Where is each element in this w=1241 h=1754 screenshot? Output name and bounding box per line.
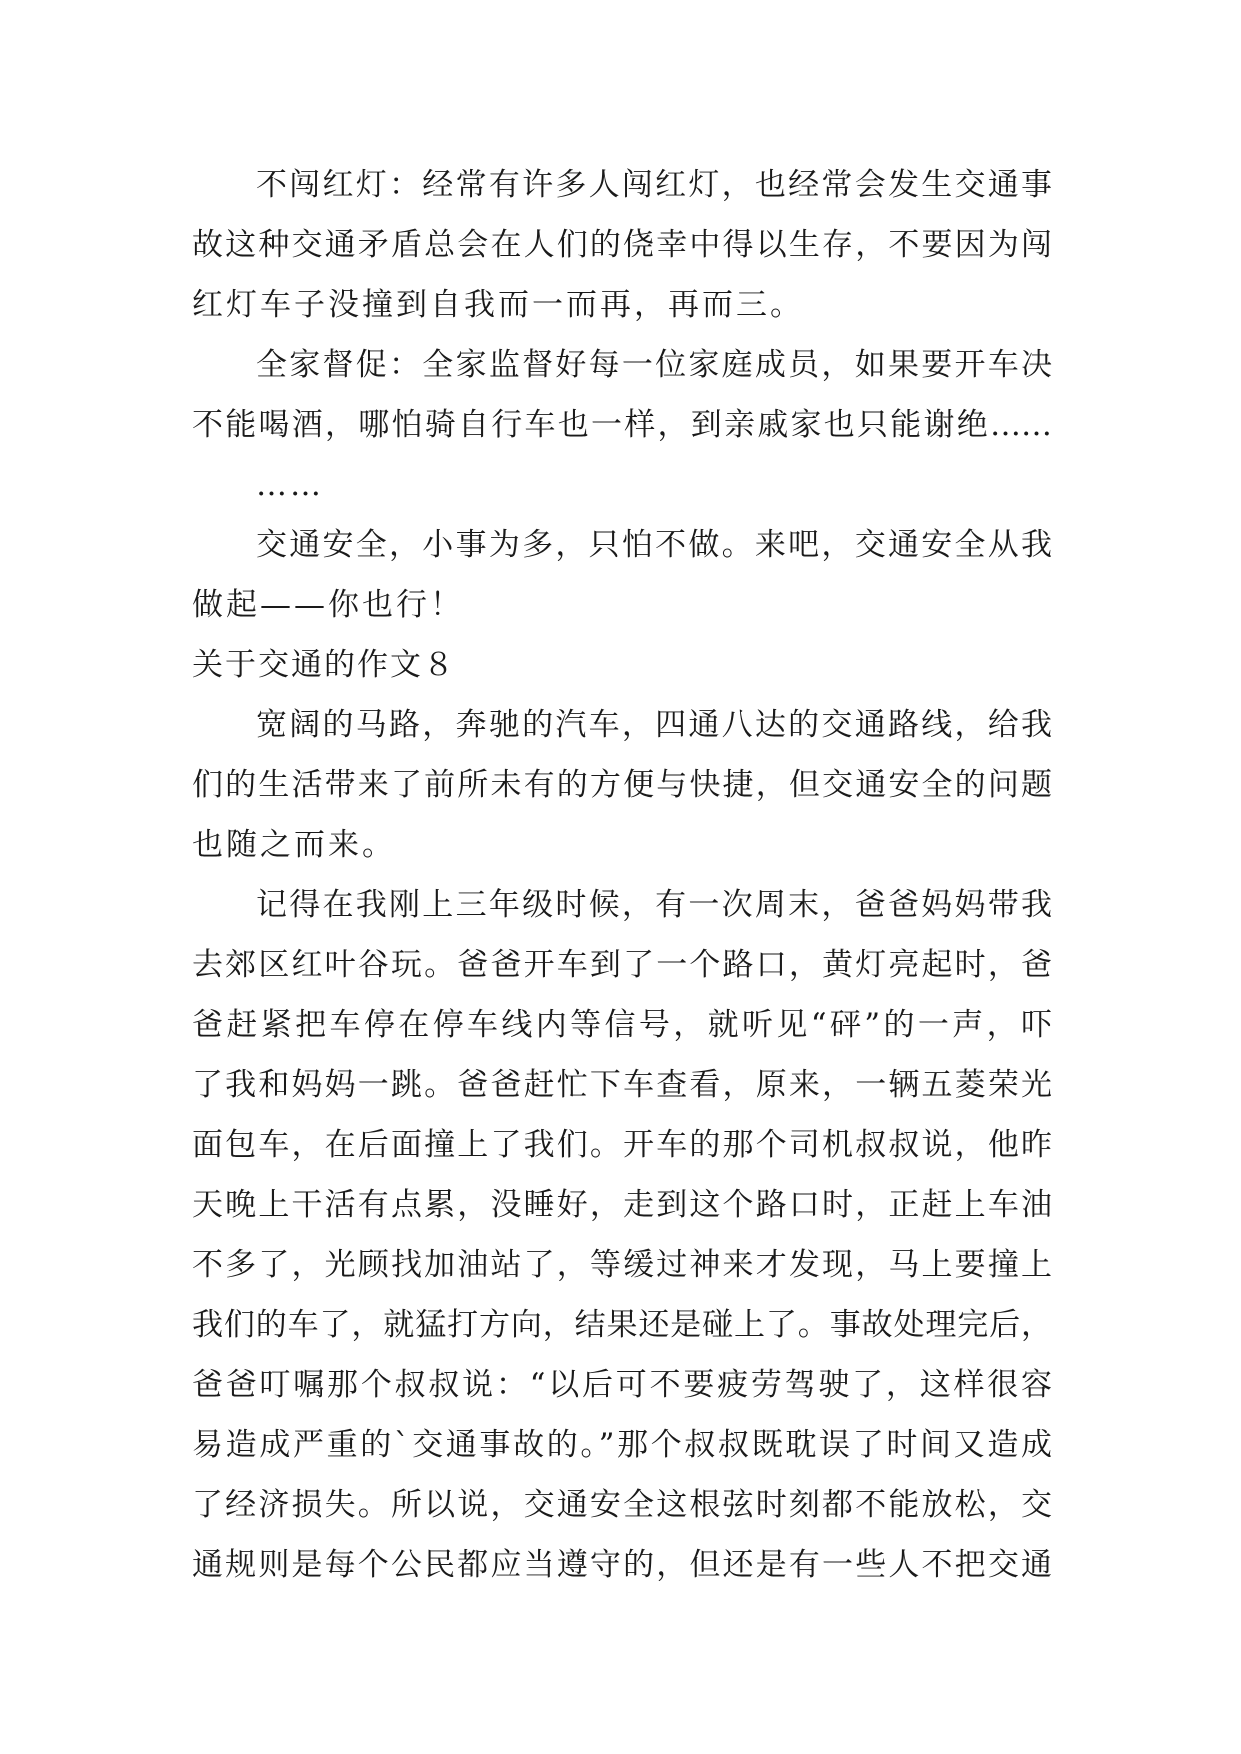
paragraph-line: 通规则是每个公民都应当遵守的，但还是有一些人不把交通 [192, 1547, 1052, 1583]
paragraph-line: 了经济损失。所以说，交通安全这根弦时刻都不能放松，交 [192, 1487, 1052, 1523]
paragraph-line: 我们的车了，就猛打方向，结果还是碰上了。事故处理完后， [192, 1307, 1052, 1343]
paragraph-line: 记得在我刚上三年级时候，有一次周末，爸爸妈妈带我 [256, 887, 1052, 923]
paragraph-line: 不能喝酒，哪怕骑自行车也一样，到亲戚家也只能谢绝…… [192, 407, 1052, 443]
paragraph-line: 易造成严重的`交通事故的。”那个叔叔既耽误了时间又造成 [192, 1427, 1052, 1463]
paragraph-line: 了我和妈妈一跳。爸爸赶忙下车查看，原来，一辆五菱荣光 [192, 1067, 1052, 1103]
paragraph-line: 也随之而来。 [192, 827, 396, 863]
paragraph-line: 不闯红灯：经常有许多人闯红灯，也经常会发生交通事 [256, 167, 1052, 203]
paragraph-line: 面包车，在后面撞上了我们。开车的那个司机叔叔说，他昨 [192, 1127, 1052, 1163]
paragraph-line: 去郊区红叶谷玩。爸爸开车到了一个路口，黄灯亮起时，爸 [192, 947, 1052, 983]
paragraph-line: 做起——你也行！ [192, 587, 464, 623]
section-heading: 关于交通的作文８ [192, 647, 456, 683]
paragraph-line: 爸赶紧把车停在停车线内等信号，就听见“砰”的一声，吓 [192, 1007, 1052, 1043]
paragraph-line: 全家督促：全家监督好每一位家庭成员，如果要开车决 [256, 347, 1052, 383]
paragraph-line: 天晚上干活有点累，没睡好，走到这个路口时，正赶上车油 [192, 1187, 1052, 1223]
paragraph-line: 们的生活带来了前所未有的方便与快捷，但交通安全的问题 [192, 767, 1052, 803]
paragraph-line: 交通安全，小事为多，只怕不做。来吧，交通安全从我 [256, 527, 1052, 563]
paragraph-line: 故这种交通矛盾总会在人们的侥幸中得以生存，不要因为闯 [192, 227, 1052, 263]
paragraph-line: 不多了，光顾找加油站了，等缓过神来才发现，马上要撞上 [192, 1247, 1052, 1283]
paragraph-line: …… [256, 467, 324, 503]
paragraph-line: 宽阔的马路，奔驰的汽车，四通八达的交通路线，给我 [256, 707, 1052, 743]
paragraph-line: 红灯车子没撞到自我而一而再，再而三。 [192, 287, 804, 323]
paragraph-line: 爸爸叮嘱那个叔叔说：“以后可不要疲劳驾驶了，这样很容 [192, 1367, 1052, 1403]
